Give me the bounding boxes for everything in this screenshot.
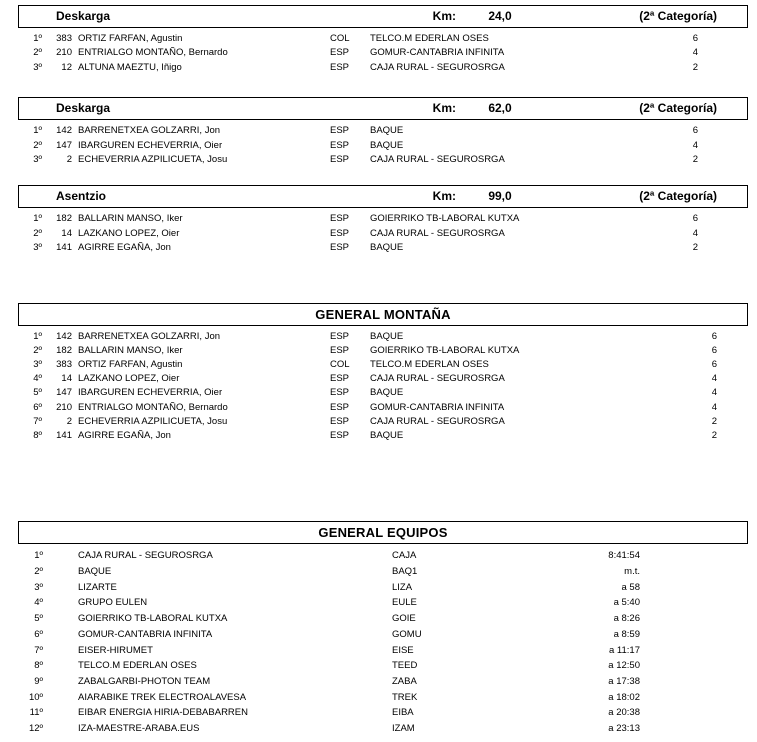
- table-rows: [18, 124, 748, 167]
- rider-name: IBARGUREN ECHEVERRIA, Oier: [78, 139, 223, 151]
- rider-bib: 2: [66, 415, 72, 427]
- team-time: a 58: [621, 581, 640, 593]
- rider-bib: 141: [56, 430, 72, 442]
- table-row: [18, 61, 748, 75]
- rider-points: 6: [692, 33, 698, 44]
- team-time: a 23:13: [608, 723, 640, 735]
- row-spacer: [640, 721, 748, 737]
- rider-team: BAQUE: [370, 430, 404, 442]
- table-row: [18, 212, 748, 226]
- rider-points: 4: [711, 373, 717, 385]
- rider-bib: 12: [61, 61, 72, 73]
- rider-name: ENTRIALGO MONTAÑO, Bernardo: [78, 47, 228, 59]
- rider-country: ESP: [330, 387, 350, 399]
- row-position: 2º: [33, 344, 42, 356]
- team-name: GOIERRIKO TB-LABORAL KUTXA: [78, 613, 228, 625]
- rider-team: TELCO.M EDERLAN OSES: [370, 33, 489, 44]
- rider-points: 6: [711, 359, 717, 371]
- table-row: [18, 344, 748, 358]
- team-name: CAJA RURAL - SEGUROSRGA: [78, 550, 213, 562]
- rider-bib: 147: [56, 387, 72, 399]
- row-spacer: [717, 386, 748, 400]
- row-position: 7º: [33, 415, 42, 427]
- km-label: Km:: [432, 101, 456, 116]
- team-name: TELCO.M EDERLAN OSES: [78, 660, 197, 672]
- team-code: GOIE: [392, 613, 416, 625]
- row-spacer: [698, 212, 748, 226]
- km-value: 24,0: [488, 9, 512, 23]
- team-name: ZABALGARBI-PHOTON TEAM: [78, 675, 211, 687]
- table-rows: [18, 32, 748, 75]
- rider-points: 4: [692, 47, 698, 59]
- row-spacer: [717, 372, 748, 386]
- table-row: [18, 401, 748, 415]
- rider-team: BAQUE: [370, 387, 404, 399]
- team-name: AIARABIKE TREK ELECTROALAVESA: [78, 691, 247, 703]
- rider-name: ECHEVERRIA AZPILICUETA, Josu: [78, 154, 228, 166]
- table-row: [18, 386, 748, 400]
- rider-team: BAQUE: [370, 330, 404, 342]
- rider-points: 2: [692, 61, 698, 73]
- rider-points: 6: [692, 213, 698, 225]
- row-spacer: [717, 358, 748, 372]
- row-spacer: [698, 61, 748, 75]
- rider-country: ESP: [330, 227, 350, 239]
- row-position: 5º: [34, 613, 43, 625]
- team-code: ZABA: [392, 675, 417, 687]
- rider-bib: 14: [61, 227, 72, 239]
- climb-title: Deskarga: [56, 101, 111, 116]
- rider-bib: 14: [61, 373, 72, 385]
- rider-name: AGIRRE EGAÑA, Jon: [78, 242, 171, 254]
- row-position: 3º: [33, 61, 42, 73]
- row-spacer: [717, 401, 748, 415]
- team-time: a 12:50: [608, 660, 640, 672]
- rider-bib: 182: [56, 344, 72, 356]
- table-header: [18, 185, 748, 208]
- row-spacer: [698, 241, 748, 255]
- team-time: a 8:26: [613, 613, 640, 625]
- category-label: (2ª Categoría): [639, 9, 717, 23]
- table-row: [18, 658, 748, 674]
- rider-country: ESP: [330, 139, 350, 151]
- row-spacer: [640, 643, 748, 659]
- team-code: EULE: [392, 597, 417, 609]
- table-row: [18, 358, 748, 372]
- section-title: GENERAL EQUIPOS: [318, 525, 448, 541]
- rider-team: CAJA RURAL - SEGUROSRGA: [370, 415, 505, 427]
- team-time: m.t.: [624, 565, 640, 577]
- row-spacer: [640, 674, 748, 690]
- rider-bib: 210: [56, 401, 72, 413]
- row-spacer: [717, 429, 748, 443]
- row-spacer: [640, 690, 748, 706]
- team-name: EIBAR ENERGIA HIRIA-DEBABARREN: [78, 707, 248, 719]
- team-time: a 20:38: [608, 707, 640, 719]
- row-position: 5º: [33, 387, 42, 399]
- general-equipos-section: [18, 521, 748, 736]
- table-row: [18, 241, 748, 255]
- row-position: 11º: [29, 707, 43, 719]
- table-row: [18, 690, 748, 706]
- table-row: [18, 372, 748, 386]
- rider-team: TELCO.M EDERLAN OSES: [370, 359, 489, 371]
- row-position: 10º: [28, 691, 43, 703]
- table-row: [18, 705, 748, 721]
- rider-bib: 142: [56, 125, 72, 137]
- rider-points: 6: [711, 330, 717, 342]
- team-code: CAJA: [392, 550, 417, 562]
- rider-team: BAQUE: [370, 139, 404, 151]
- row-spacer: [640, 627, 748, 643]
- table-row: [18, 721, 748, 737]
- section-title: GENERAL MONTAÑA: [315, 306, 451, 322]
- rider-team: GOIERRIKO TB-LABORAL KUTXA: [370, 213, 520, 225]
- team-name: GOMUR-CANTABRIA INFINITA: [78, 628, 213, 640]
- row-position: 9º: [34, 675, 43, 687]
- team-code: EIBA: [392, 707, 414, 719]
- row-spacer: [640, 580, 748, 596]
- rider-team: GOMUR-CANTABRIA INFINITA: [370, 47, 505, 59]
- rider-country: ESP: [330, 61, 350, 73]
- table-rows: [18, 548, 748, 736]
- row-position: 2º: [33, 139, 42, 151]
- row-spacer: [717, 330, 748, 344]
- rider-name: AGIRRE EGAÑA, Jon: [78, 430, 171, 442]
- rider-name: ENTRIALGO MONTAÑO, Bernardo: [78, 401, 228, 413]
- team-name: GRUPO EULEN: [78, 597, 148, 609]
- row-position: 12º: [28, 723, 43, 735]
- rider-country: ESP: [330, 242, 350, 254]
- team-code: IZAM: [392, 723, 415, 735]
- rider-name: ECHEVERRIA AZPILICUETA, Josu: [78, 415, 228, 427]
- row-spacer: [698, 153, 748, 167]
- mountain-prize-table-3: [18, 185, 748, 255]
- row-position: 3º: [33, 242, 42, 254]
- table-row: [18, 627, 748, 643]
- mountain-prize-table-1: [18, 5, 748, 75]
- rider-name: ALTUNA MAEZTU, Iñigo: [78, 61, 182, 73]
- team-time: a 11:17: [609, 644, 640, 656]
- rider-country: COL: [330, 359, 350, 371]
- rider-bib: 142: [56, 330, 72, 342]
- team-name: IZA-MAESTRE-ARABA.EUS: [78, 723, 200, 735]
- table-row: [18, 674, 748, 690]
- table-row: [18, 153, 748, 167]
- rider-bib: 147: [56, 139, 72, 151]
- rider-country: ESP: [330, 415, 350, 427]
- row-position: 3º: [33, 359, 42, 371]
- rider-team: BAQUE: [370, 242, 404, 254]
- row-spacer: [698, 124, 748, 138]
- table-row: [18, 227, 748, 241]
- rider-country: ESP: [330, 125, 350, 137]
- km-value: 99,0: [488, 189, 512, 204]
- rider-points: 4: [692, 139, 698, 151]
- rider-name: BARRENETXEA GOLZARRI, Jon: [78, 330, 221, 342]
- row-position: 6º: [34, 628, 43, 640]
- row-spacer: [717, 344, 748, 358]
- team-name: LIZARTE: [78, 581, 117, 593]
- rider-country: ESP: [330, 47, 350, 59]
- rider-bib: 2: [66, 154, 72, 166]
- rider-team: GOIERRIKO TB-LABORAL KUTXA: [370, 344, 520, 356]
- row-spacer: [640, 658, 748, 674]
- table-rows: [18, 212, 748, 255]
- row-spacer: [640, 548, 748, 564]
- team-code: LIZA: [392, 581, 413, 593]
- rider-name: ORTIZ FARFAN, Agustin: [78, 359, 183, 371]
- row-position: 1º: [33, 330, 42, 342]
- table-header: [18, 303, 748, 326]
- table-rows: [18, 330, 748, 444]
- table-row: [18, 429, 748, 443]
- rider-points: 6: [711, 344, 717, 356]
- table-row: [18, 330, 748, 344]
- rider-country: ESP: [330, 344, 350, 356]
- team-code: TREK: [392, 691, 418, 703]
- row-position: 2º: [33, 227, 42, 239]
- km-label: Km:: [432, 9, 456, 23]
- rider-country: ESP: [330, 430, 350, 442]
- rider-bib: 182: [56, 213, 72, 225]
- rider-team: BAQUE: [370, 125, 404, 137]
- table-header: [18, 521, 748, 544]
- rider-country: ESP: [330, 213, 350, 225]
- rider-points: 4: [692, 227, 698, 239]
- team-code: BAQ1: [392, 565, 418, 577]
- row-spacer: [698, 46, 748, 60]
- rider-team: GOMUR-CANTABRIA INFINITA: [370, 401, 505, 413]
- rider-points: 4: [711, 401, 717, 413]
- row-position: 4º: [34, 597, 43, 609]
- row-spacer: [717, 415, 748, 429]
- table-row: [18, 611, 748, 627]
- mountain-prize-table-2: [18, 97, 748, 167]
- rider-name: IBARGUREN ECHEVERRIA, Oier: [78, 387, 223, 399]
- row-position: 3º: [33, 154, 42, 166]
- table-row: [18, 580, 748, 596]
- row-position: 3º: [34, 581, 43, 593]
- table-row: [18, 564, 748, 580]
- team-time: a 5:40: [613, 597, 640, 609]
- row-position: 1º: [33, 213, 42, 225]
- table-header: [18, 5, 748, 28]
- rider-points: 2: [711, 415, 717, 427]
- rider-bib: 383: [56, 33, 72, 44]
- climb-title: Deskarga: [56, 9, 111, 23]
- row-position: 1º: [34, 550, 43, 562]
- row-position: 8º: [33, 430, 42, 442]
- row-spacer: [698, 32, 748, 46]
- rider-team: CAJA RURAL - SEGUROSRGA: [370, 373, 505, 385]
- rider-country: COL: [330, 33, 350, 44]
- rider-name: ORTIZ FARFAN, Agustin: [78, 33, 183, 44]
- climb-title: Asentzio: [56, 189, 107, 204]
- rider-country: ESP: [330, 401, 350, 413]
- row-position: 2º: [33, 47, 42, 59]
- table-row: [18, 32, 748, 46]
- table-header: [18, 97, 748, 120]
- km-value: 62,0: [488, 101, 512, 116]
- rider-points: 2: [711, 430, 717, 442]
- rider-team: CAJA RURAL - SEGUROSRGA: [370, 61, 505, 73]
- rider-name: BARRENETXEA GOLZARRI, Jon: [78, 125, 221, 137]
- team-code: EISE: [392, 644, 414, 656]
- rider-name: BALLARIN MANSO, Iker: [78, 344, 183, 356]
- rider-points: 4: [711, 387, 717, 399]
- category-label: (2ª Categoría): [639, 189, 717, 204]
- team-name: EISER-HIRUMET: [78, 644, 153, 656]
- row-spacer: [640, 611, 748, 627]
- table-row: [18, 643, 748, 659]
- rider-bib: 383: [56, 359, 72, 371]
- rider-team: CAJA RURAL - SEGUROSRGA: [370, 227, 505, 239]
- team-time: 8:41:54: [608, 550, 640, 562]
- rider-name: BALLARIN MANSO, Iker: [78, 213, 183, 225]
- rider-points: 6: [692, 125, 698, 137]
- team-time: a 8:59: [613, 628, 640, 640]
- rider-points: 2: [692, 242, 698, 254]
- row-spacer: [640, 595, 748, 611]
- team-time: a 17:38: [608, 675, 640, 687]
- km-label: Km:: [432, 189, 456, 204]
- general-montana-section: [18, 303, 748, 444]
- table-row: [18, 415, 748, 429]
- row-position: 1º: [33, 33, 42, 44]
- team-name: BAQUE: [78, 565, 112, 577]
- row-spacer: [698, 139, 748, 153]
- table-row: [18, 124, 748, 138]
- table-row: [18, 46, 748, 60]
- rider-bib: 210: [56, 47, 72, 59]
- row-position: 8º: [34, 660, 43, 672]
- rider-team: CAJA RURAL - SEGUROSRGA: [370, 154, 505, 166]
- rider-name: LAZKANO LOPEZ, Oier: [78, 373, 180, 385]
- row-position: 6º: [33, 401, 42, 413]
- row-position: 1º: [33, 125, 42, 137]
- row-position: 2º: [34, 565, 43, 577]
- rider-bib: 141: [56, 242, 72, 254]
- row-spacer: [698, 227, 748, 241]
- team-code: TEED: [392, 660, 418, 672]
- row-spacer: [640, 705, 748, 721]
- team-time: a 18:02: [608, 691, 640, 703]
- rider-name: LAZKANO LOPEZ, Oier: [78, 227, 180, 239]
- table-row: [18, 139, 748, 153]
- rider-country: ESP: [330, 154, 350, 166]
- table-row: [18, 548, 748, 564]
- team-code: GOMU: [392, 628, 422, 640]
- rider-points: 2: [692, 154, 698, 166]
- row-position: 4º: [33, 373, 42, 385]
- row-spacer: [640, 564, 748, 580]
- rider-country: ESP: [330, 373, 350, 385]
- category-label: (2ª Categoría): [639, 101, 717, 116]
- rider-country: ESP: [330, 330, 350, 342]
- row-position: 7º: [34, 644, 43, 656]
- table-row: [18, 595, 748, 611]
